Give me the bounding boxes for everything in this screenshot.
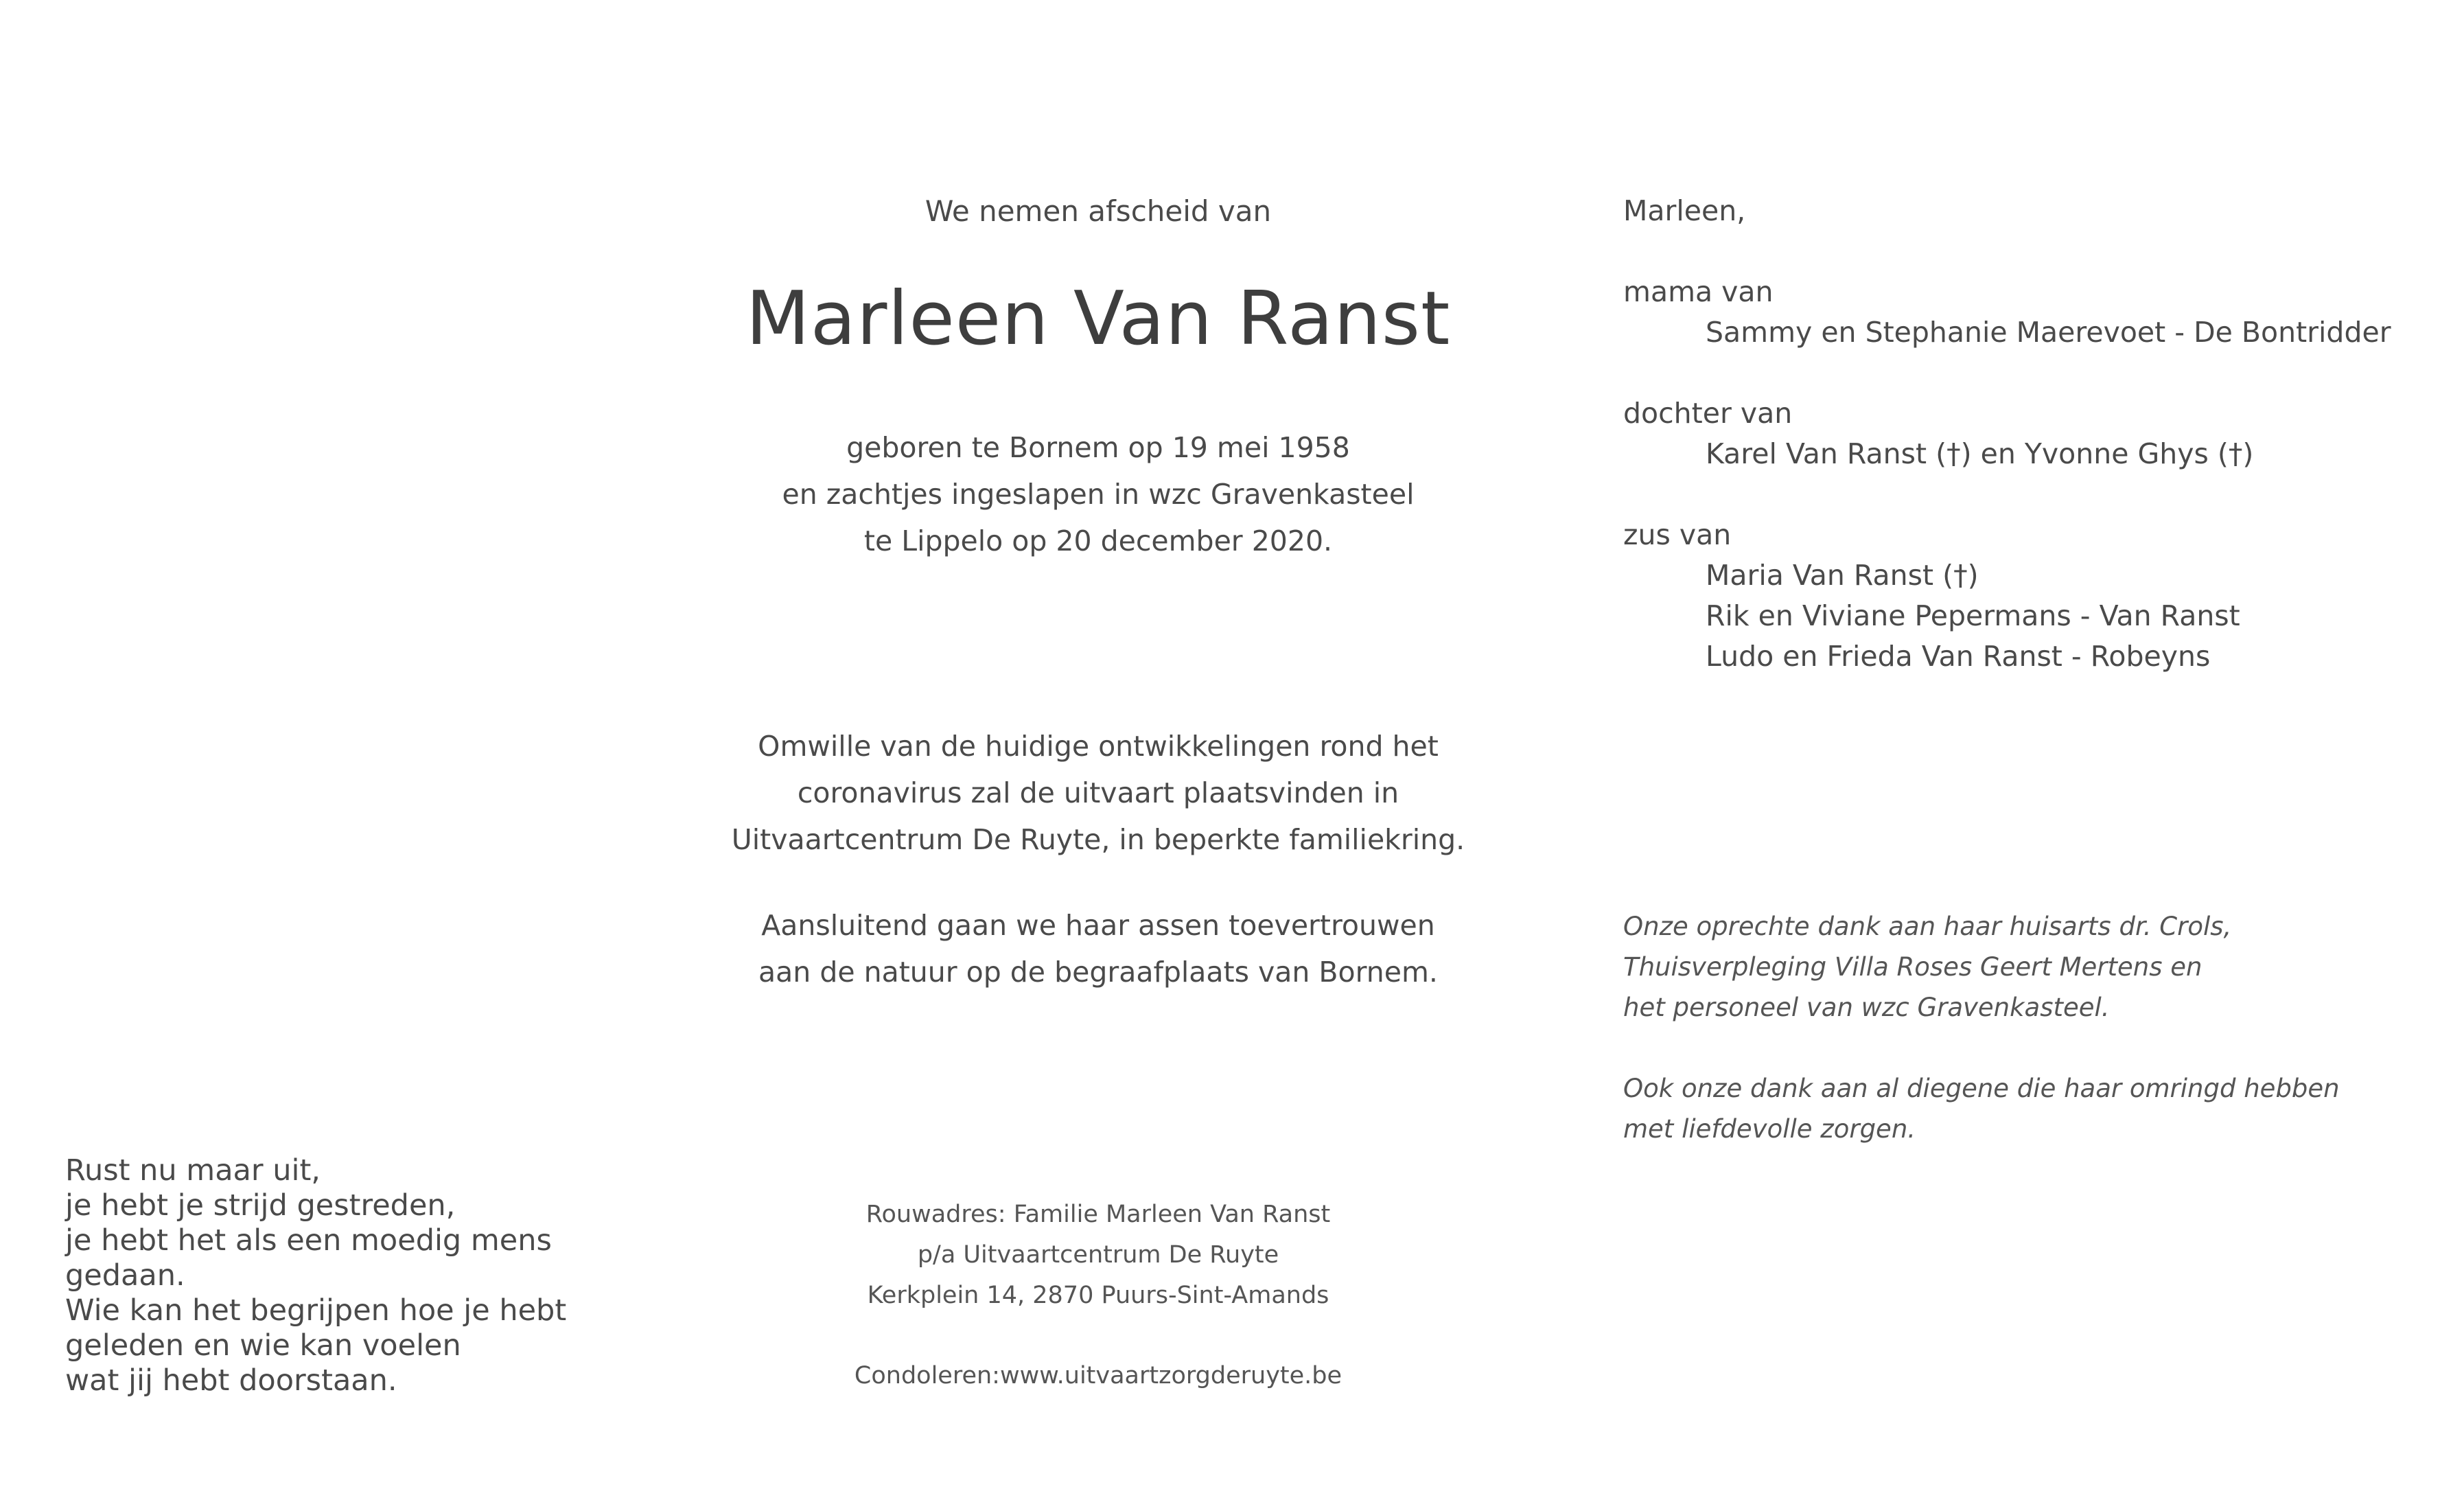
address-line: p/a Uitvaartcentrum De Ruyte xyxy=(917,1241,1279,1269)
funeral-notice xyxy=(686,723,1510,863)
death-place-line: en zachtjes ingeslapen in wzc Gravenkasteel xyxy=(782,478,1415,511)
mourning-address xyxy=(686,1195,1510,1316)
relation-name: Maria Van Ranst (†) xyxy=(1706,559,1979,592)
thanks-spacer xyxy=(1623,1028,2433,1068)
relation-name: Rik en Viviane Pepermans - Van Ranst xyxy=(1706,599,2240,632)
thanks-line: het personeel van wzc Gravenkasteel. xyxy=(1623,993,2110,1022)
thanks-line: Thuisverpleging Villa Roses Geert Mertens en xyxy=(1623,952,2203,982)
deceased-name: Marleen Van Ranst xyxy=(745,276,1451,362)
poem-line: gedaan. xyxy=(65,1258,185,1293)
relation-label: mama van xyxy=(1623,275,1774,308)
address-line: Kerkplein 14, 2870 Puurs-Sint-Amands xyxy=(867,1282,1329,1309)
poem-line: geleden en wie kan voelen xyxy=(65,1328,461,1363)
poem-line: Wie kan het begrijpen hoe je hebt xyxy=(65,1293,567,1328)
poem xyxy=(65,1153,601,1398)
relation-name: Sammy en Stephanie Maerevoet - De Bontridder xyxy=(1706,316,2391,349)
thank-you-note xyxy=(1623,906,2433,1149)
ashes-line: aan de natuur op de begraafplaats van Bornem. xyxy=(758,956,1438,989)
relation-name: Karel Van Ranst (†) en Yvonne Ghys (†) xyxy=(1706,437,2254,470)
greeting: Marleen, xyxy=(1623,194,1746,227)
notice-line: coronavirus zal de uitvaart plaatsvinden in xyxy=(797,776,1399,809)
family-relations xyxy=(1623,272,2433,677)
thanks-line: Onze oprechte dank aan haar huisarts dr. Crols, xyxy=(1623,912,2232,941)
thanks-line: Ook onze dank aan al diegene die haar omringd hebben xyxy=(1623,1074,2340,1103)
relation-label: dochter van xyxy=(1623,397,1793,430)
birth-line: geboren te Bornem op 19 mei 1958 xyxy=(846,431,1350,464)
ashes-notice xyxy=(686,902,1510,995)
relation-label: zus van xyxy=(1623,518,1732,551)
intro-text: We nemen afscheid van xyxy=(925,194,1272,228)
poem-line: je hebt het als een moedig mens xyxy=(65,1223,552,1258)
notice-line: Omwille van de huidige ontwikkelingen rond het xyxy=(758,730,1439,763)
dates-block xyxy=(686,424,1510,564)
condolence-link[interactable]: Condoleren:www.uitvaartzorgderuyte.be xyxy=(854,1362,1343,1389)
poem-line: Rust nu maar uit, xyxy=(65,1153,321,1188)
thanks-line: met liefdevolle zorgen. xyxy=(1623,1114,1916,1144)
poem-line: je hebt je strijd gestreden, xyxy=(65,1188,456,1223)
relation-name: Ludo en Frieda Van Ranst - Robeyns xyxy=(1706,640,2211,673)
ashes-line: Aansluitend gaan we haar assen toevertrouwen xyxy=(761,909,1435,942)
notice-line: Uitvaartcentrum De Ruyte, in beperkte familiekring. xyxy=(731,823,1465,856)
death-date-line: te Lippelo op 20 december 2020. xyxy=(863,524,1333,557)
address-line: Rouwadres: Familie Marleen Van Ranst xyxy=(865,1201,1331,1228)
poem-line: wat jij hebt doorstaan. xyxy=(65,1363,397,1398)
